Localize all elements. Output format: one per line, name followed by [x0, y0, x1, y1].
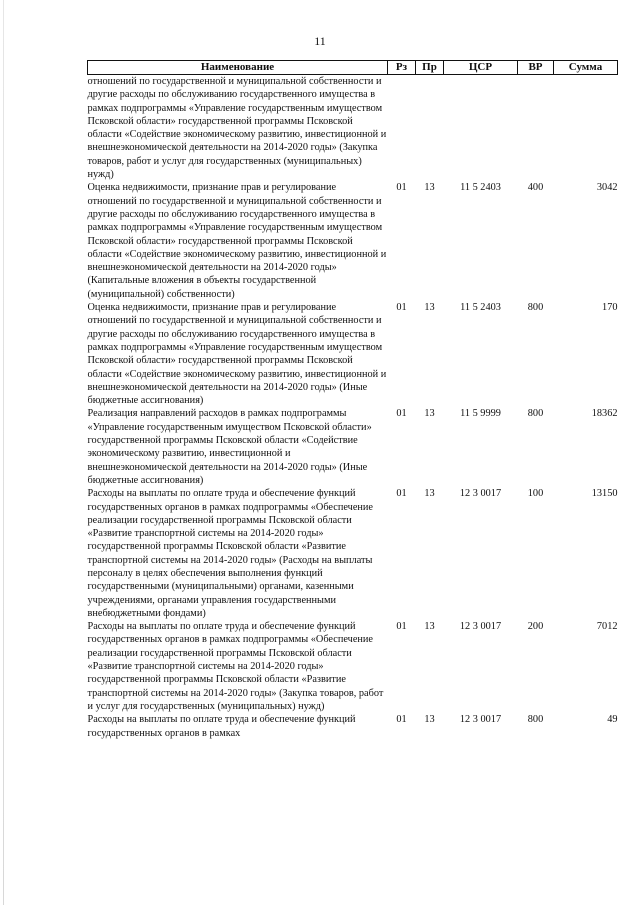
row-name: Оценка недвижимости, признание прав и регулирование отношений по государственной и муниципальной собственности и другие расходы по обслуживанию государственного имущества в рамках подпрограммы «Управление государственным имуществом Псковской области» государственной программы Псковской области «Содействие экономическому развитию, инвестиционной и внешнеэкономической деятельности на 2014-2020 годы» (Капитальные вложения в объекты государственной (муниципальной) собственности) — [87, 182, 387, 300]
row-pr: 13 — [424, 408, 435, 420]
row-csr: 11 5 9999 — [460, 408, 501, 420]
row-rz: 01 — [396, 714, 407, 726]
row-rz: 01 — [396, 408, 407, 420]
table-header-row — [88, 61, 618, 75]
row-rz: 01 — [396, 488, 407, 500]
row-name: Расходы на выплаты по оплате труда и обеспечение функций государственных органов в рамках подпрограммы «Обеспечение реализации государственной программы Псковской области «Развитие транспортной системы на 2014-2020 годы» государственной программы Псковской области «Развитие транспортной системы на 2014-2020 годы» (Закупка товаров, работ и услуг для государственных (муниципальных) нужд) — [87, 621, 384, 712]
row-sum — [554, 75, 618, 182]
table-row — [88, 301, 618, 407]
row-name: Расходы на выплаты по оплате труда и обеспечение функций государственных органов в рамках подпрограммы «Обеспечение реализации государственной программы Псковской области «Развитие транспортной системы на 2014-2020 годы» государственной программы Псковской области «Развитие транспортной системы на 2014-2020 годы» (Расходы на выплаты персоналу в целях обеспечения выполнения функций государственными (муниципальными) органами, казенными учреждениями, органами управления государственными внебюджетными фондами) — [87, 488, 373, 619]
page-number: 11 — [314, 34, 326, 48]
header-name: Наименование — [88, 61, 388, 75]
header-vr: ВР — [518, 61, 554, 75]
row-csr: 11 5 2403 — [460, 302, 501, 314]
row-name: Реализация направлений расходов в рамках подпрограммы «Управление государственным имуществом Псковской области» государственной программы Псковской области «Содействие экономическому развитию, инвестиционной и внешнеэкономической деятельности на 2014-2020 годы» (Иные бюджетные ассигнования) — [87, 408, 372, 486]
header-csr: ЦСР — [444, 61, 518, 75]
row-csr: 12 3 0017 — [459, 714, 502, 726]
row-csr — [444, 75, 518, 182]
row-sum: 170 — [602, 302, 618, 314]
row-name: Оценка недвижимости, признание прав и регулирование отношений по государственной и муниципальной собственности и другие расходы по обслуживанию государственного имущества в рамках подпрограммы «Управление государственным имуществом Псковской области» государственной программы Псковской области «Содействие экономическому развитию, инвестиционной и внешнеэкономической деятельности на 2014-2020 годы» (Иные бюджетные ассигнования) — [87, 302, 387, 407]
row-rz: 01 — [396, 621, 407, 633]
row-vr: 800 — [527, 408, 544, 420]
row-name: Расходы на выплаты по оплате труда и обеспечение функций государственных органов в рамках — [87, 714, 356, 739]
row-pr: 13 — [424, 302, 435, 314]
header-sum: Сумма — [554, 61, 618, 75]
table-row — [88, 713, 618, 740]
row-csr: 11 5 2403 — [460, 182, 501, 194]
row-vr: 200 — [527, 621, 544, 633]
row-csr: 12 3 0017 — [459, 621, 502, 633]
scan-edge — [3, 0, 4, 905]
budget-table — [87, 60, 618, 740]
table-row — [88, 487, 618, 620]
row-vr: 400 — [527, 182, 544, 194]
row-vr: 100 — [527, 488, 544, 500]
header-pr: Пр — [416, 61, 444, 75]
table-row — [88, 620, 618, 713]
row-vr: 800 — [527, 714, 544, 726]
header-rz: Рз — [388, 61, 416, 75]
row-vr — [518, 75, 554, 182]
row-rz: 01 — [396, 182, 407, 194]
row-name: отношений по государственной и муниципальной собственности и другие расходы по обслуживанию государственного имущества в рамках подпрограммы «Управление государственным имуществом Псковской области» государственной программы Псковской области «Содействие экономическому развитию, инвестиционной и внешнеэкономической деятельности на 2014-2020 годы» (Закупка товаров, работ и услуг для государственных (муниципальных) нужд) — [87, 76, 387, 181]
row-rz: 01 — [396, 302, 407, 314]
row-pr: 13 — [424, 182, 435, 194]
row-csr: 12 3 0017 — [459, 488, 502, 500]
row-sum: 7012 — [596, 621, 618, 633]
row-pr: 13 — [424, 714, 435, 726]
row-sum: 3042 — [596, 182, 618, 194]
row-pr: 13 — [424, 488, 435, 500]
row-pr — [416, 75, 444, 182]
row-vr: 800 — [527, 302, 544, 314]
table-row — [88, 75, 618, 182]
row-sum: 18362 — [591, 408, 618, 420]
table-row — [88, 181, 618, 301]
row-sum: 13150 — [591, 488, 618, 500]
row-sum: 49 — [607, 714, 618, 726]
row-rz — [388, 75, 416, 182]
row-pr: 13 — [424, 621, 435, 633]
table-row — [88, 407, 618, 487]
